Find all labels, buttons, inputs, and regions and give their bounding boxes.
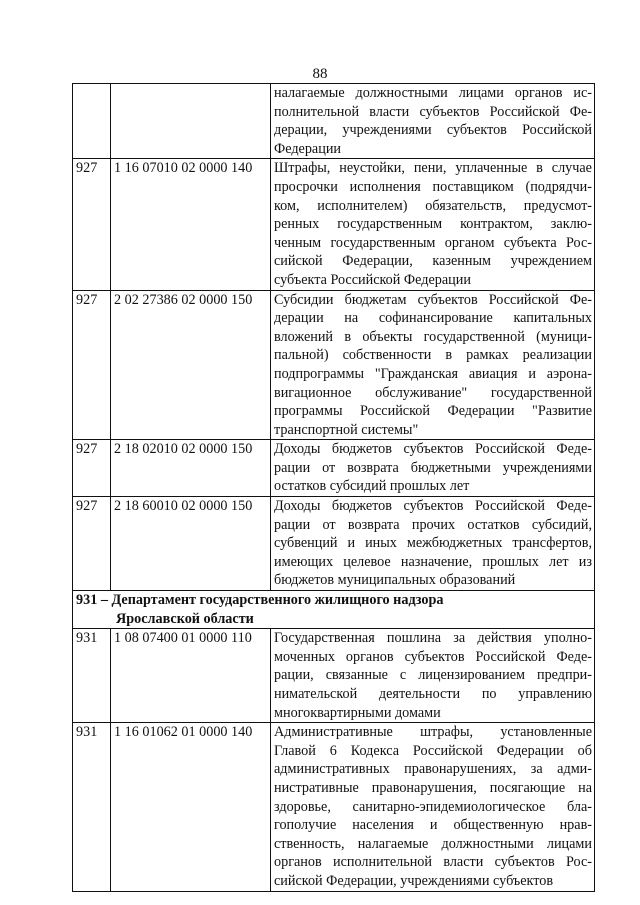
revenue-name-cell <box>271 84 595 159</box>
admin-code-cell: 931 <box>73 723 111 891</box>
revenue-name-line: сийской Федерации, учреждениями субъектов <box>274 872 554 889</box>
revenue-name-line: Главой 6 Кодекса Российской Федерации об <box>274 742 592 759</box>
revenue-name-line: Доходы бюджетов субъектов Российской Феде- <box>274 498 592 515</box>
revenue-name-line: ренных государственным контрактом, заклю- <box>274 216 592 233</box>
revenue-name-line: Доходы бюджетов субъектов Российской Феде- <box>274 441 592 458</box>
revenue-name-line: многоквартирными домами <box>274 704 441 721</box>
revenue-name-line: рации, связанные с лицензированием предпри- <box>274 667 592 684</box>
revenue-name-line: моченных органов субъектов Российской Феде- <box>274 648 592 665</box>
revenue-name-line: субъекта Российской Федерации <box>274 271 471 288</box>
revenue-name-line: административных правонарушениях, за адми- <box>274 761 592 778</box>
revenue-name-line: программы Российской Федерации "Развитие <box>274 403 592 420</box>
table-row <box>73 440 595 497</box>
section-header-row <box>73 591 595 629</box>
revenue-name-line: подпрограммы "Гражданская авиация и аэрона- <box>274 365 592 382</box>
budget-classification-code-cell <box>111 84 271 159</box>
revenue-name-cell <box>271 629 595 723</box>
section-header-cell <box>73 591 595 629</box>
revenue-name-line: Административные штрафы, установленные <box>274 724 592 741</box>
revenue-name-line: нистративные правонарушения, посягающие на <box>274 779 592 796</box>
budget-classification-code-cell: 1 16 07010 02 0000 140 <box>111 159 271 290</box>
admin-code-cell: 927 <box>73 497 111 591</box>
table-row <box>73 723 595 891</box>
section-header-line: 931 – Департамент государственного жилищного надзора <box>76 592 444 609</box>
revenue-name-cell <box>271 497 595 591</box>
revenue-name-cell <box>271 440 595 497</box>
page-number: 88 <box>312 66 328 82</box>
budget-classification-code-cell: 2 02 27386 02 0000 150 <box>111 290 271 440</box>
table-row <box>73 629 595 723</box>
revenue-name-line: имеющих целевое назначение, прошлых лет из <box>274 553 592 570</box>
revenue-name-line: рации от возврата бюджетными учреждениями <box>274 459 592 476</box>
revenue-name-line: просрочки исполнения поставщиком (подрядчи- <box>274 178 592 195</box>
revenue-name-line: Штрафы, неустойки, пени, уплаченные в случае <box>274 160 592 177</box>
revenue-name-line: сийской Федерации, казенным учреждением <box>274 253 592 270</box>
admin-code-cell: 927 <box>73 159 111 290</box>
revenue-name-line: вигационное обслуживание" государственной <box>274 384 592 401</box>
revenue-name-line: рации от возврата прочих остатков субсидий, <box>274 516 592 533</box>
revenue-name-line: Федерации <box>274 140 342 157</box>
budget-classification-code-cell: 1 16 01062 01 0000 140 <box>111 723 271 891</box>
revenue-name-line: транспортной системы" <box>274 421 419 438</box>
admin-code-cell: 931 <box>73 629 111 723</box>
revenue-name-line: субвенций и иных межбюджетных трансфертов, <box>274 535 592 552</box>
revenue-name-line: пальной) собственности в рамках реализации <box>274 347 592 364</box>
revenue-name-line: налагаемые должностными лицами органов ис- <box>274 85 592 101</box>
admin-code-cell: 927 <box>73 290 111 440</box>
revenue-name-line: полнительной власти субъектов Российской Фе- <box>274 103 592 120</box>
revenue-name-line: дерации, учреждениями субъектов Российской <box>274 122 592 139</box>
budget-classification-code-cell: 2 18 60010 02 0000 150 <box>111 497 271 591</box>
revenue-name-line: здоровье, санитарно-эпидемиологическое бла- <box>274 798 592 815</box>
table-row <box>73 497 595 591</box>
section-header-line: Ярославской области <box>116 610 254 627</box>
revenue-name-line: гополучие населения и общественную нрав- <box>274 817 592 834</box>
revenue-name-line: Государственная пошлина за действия уполно- <box>274 630 592 647</box>
table-row <box>73 159 595 290</box>
revenue-name-line: дерации на софинансирование капитальных <box>274 310 592 327</box>
revenue-name-line: нимательской деятельности по управлению <box>274 686 592 702</box>
admin-code-cell <box>73 84 111 159</box>
revenue-name-cell <box>271 290 595 440</box>
revenue-name-line: ченным государственным органом субъекта Рос- <box>274 234 592 251</box>
revenue-name-line: ственность, налагаемые должностными лицами <box>274 835 592 852</box>
revenue-name-cell <box>271 159 595 290</box>
budget-classification-code-cell: 2 18 02010 02 0000 150 <box>111 440 271 497</box>
revenue-name-cell <box>271 723 595 891</box>
revenue-name-line: Субсидии бюджетам субъектов Российской Фе- <box>274 291 592 308</box>
revenue-name-line: остатков субсидий прошлых лет <box>274 478 470 495</box>
budget-revenue-table <box>72 83 595 892</box>
budget-classification-code-cell: 1 08 07400 01 0000 110 <box>111 629 271 723</box>
table-row <box>73 290 595 440</box>
table-row <box>73 84 595 159</box>
revenue-name-line: органов исполнительной власти субъектов Рос- <box>274 854 592 871</box>
revenue-name-line: бюджетов муниципальных образований <box>274 572 516 589</box>
revenue-name-line: вложений в объекты государственной (муници- <box>274 328 592 345</box>
admin-code-cell: 927 <box>73 440 111 497</box>
revenue-name-line: ком, исполнителем) обязательств, предусмот- <box>274 197 592 214</box>
